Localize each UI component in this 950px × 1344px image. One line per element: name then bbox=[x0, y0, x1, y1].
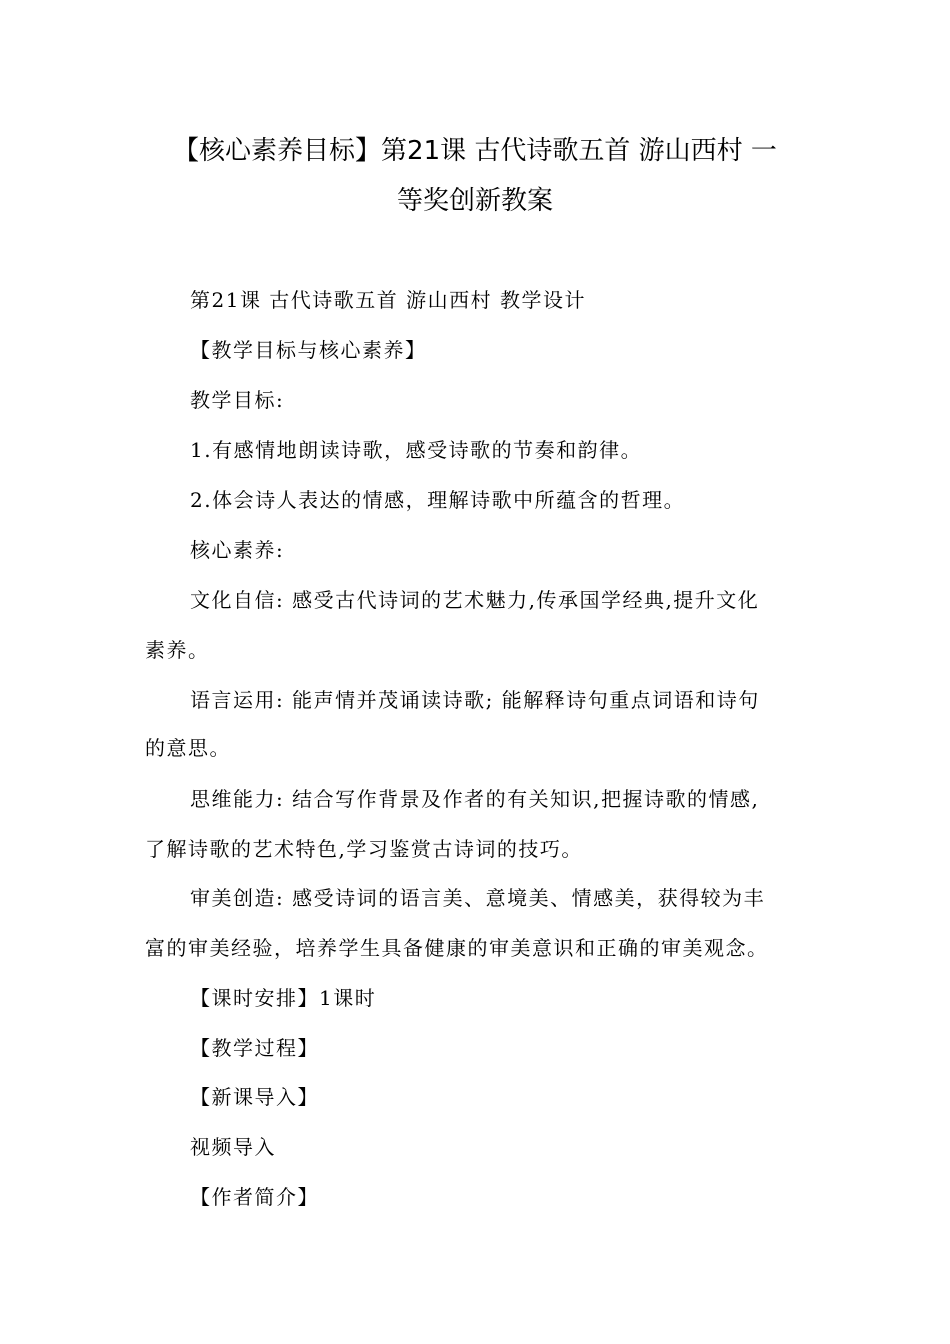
document-title-line-2: 等奖创新教案 bbox=[396, 186, 553, 216]
section-heading-author: 【作者简介】 bbox=[190, 1185, 319, 1209]
section-heading-goals: 【教学目标与核心素养】 bbox=[190, 338, 427, 362]
section-heading-schedule: 【课时安排】1课时 bbox=[190, 986, 377, 1010]
subheading-teaching-goals: 教学目标: bbox=[190, 388, 285, 412]
lesson-heading: 第21课 古代诗歌五首 游山西村 教学设计 bbox=[190, 288, 587, 312]
section-heading-process: 【教学过程】 bbox=[190, 1036, 319, 1060]
paragraph-thinking-ability-cont: 了解诗歌的艺术特色,学习鉴赏古诗词的技巧。 bbox=[145, 837, 583, 861]
subheading-core-literacy: 核心素养: bbox=[190, 538, 285, 562]
goal-item-2: 2.体会诗人表达的情感，理解诗歌中所蕴含的哲理。 bbox=[190, 488, 686, 512]
paragraph-cultural-confidence: 文化自信: 感受古代诗词的艺术魅力,传承国学经典,提升文化 bbox=[190, 588, 760, 612]
paragraph-thinking-ability: 思维能力: 结合写作背景及作者的有关知识,把握诗歌的情感, bbox=[190, 787, 760, 811]
paragraph-aesthetic-creation-cont: 富的审美经验，培养学生具备健康的审美意识和正确的审美观念。 bbox=[145, 936, 769, 960]
goal-item-1: 1.有感情地朗读诗歌，感受诗歌的节奏和韵律。 bbox=[190, 438, 643, 462]
paragraph-aesthetic-creation: 审美创造: 感受诗词的语言美、意境美、情感美，获得较为丰 bbox=[190, 886, 766, 910]
video-intro-text: 视频导入 bbox=[190, 1135, 276, 1159]
paragraph-cultural-confidence-cont: 素养。 bbox=[145, 638, 210, 662]
section-heading-introduction: 【新课导入】 bbox=[190, 1085, 319, 1109]
paragraph-language-use-cont: 的意思。 bbox=[145, 736, 231, 760]
paragraph-language-use: 语言运用: 能声情并茂诵读诗歌; 能解释诗句重点词语和诗句 bbox=[190, 688, 760, 712]
document-title-line-1: 【核心素养目标】第21课 古代诗歌五首 游山西村 一 bbox=[173, 136, 777, 166]
